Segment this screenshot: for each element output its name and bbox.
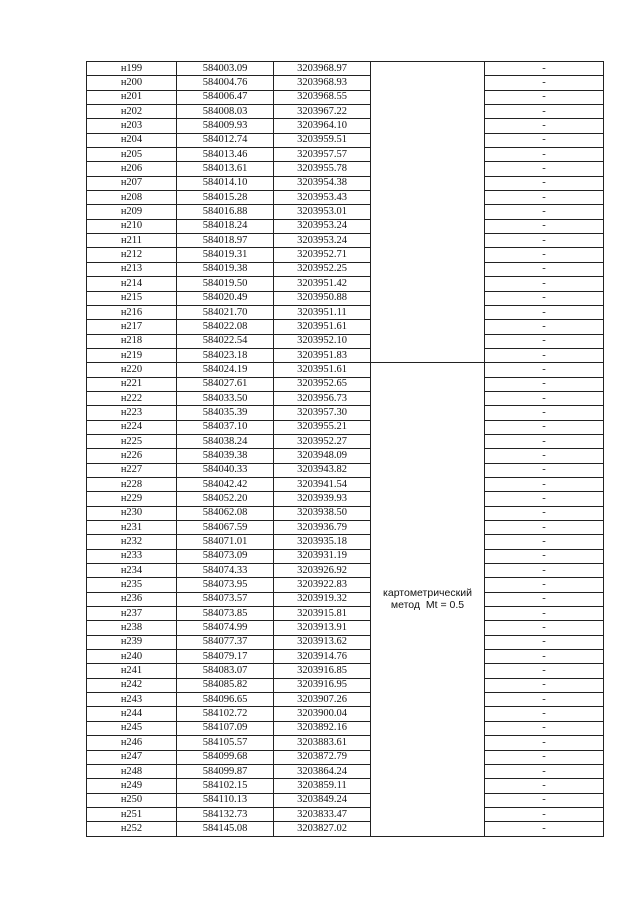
table-row xyxy=(87,635,604,649)
description-cell: - xyxy=(485,391,604,405)
x-coordinate-cell: 584039.38 xyxy=(177,449,274,463)
table-row xyxy=(87,807,604,821)
table-row xyxy=(87,678,604,692)
y-coordinate-cell: 3203939.93 xyxy=(274,492,371,506)
x-coordinate-cell: 584079.17 xyxy=(177,650,274,664)
coordinates-table xyxy=(86,61,604,837)
description-cell: - xyxy=(485,291,604,305)
point-id-cell: н214 xyxy=(87,277,177,291)
y-coordinate-cell: 3203938.50 xyxy=(274,506,371,520)
description-cell: - xyxy=(485,477,604,491)
point-id-cell: н203 xyxy=(87,119,177,133)
point-id-cell: н209 xyxy=(87,205,177,219)
x-coordinate-cell: 584003.09 xyxy=(177,62,274,76)
table-row xyxy=(87,793,604,807)
description-cell: - xyxy=(485,334,604,348)
point-id-cell: н243 xyxy=(87,693,177,707)
x-coordinate-cell: 584074.33 xyxy=(177,564,274,578)
x-coordinate-cell: 584018.97 xyxy=(177,234,274,248)
description-cell: - xyxy=(485,205,604,219)
point-id-cell: н221 xyxy=(87,377,177,391)
point-id-cell: н231 xyxy=(87,521,177,535)
y-coordinate-cell: 3203968.97 xyxy=(274,62,371,76)
y-coordinate-cell: 3203964.10 xyxy=(274,119,371,133)
y-coordinate-cell: 3203914.76 xyxy=(274,650,371,664)
table-row xyxy=(87,248,604,262)
x-coordinate-cell: 584022.54 xyxy=(177,334,274,348)
table-row xyxy=(87,707,604,721)
point-id-cell: н218 xyxy=(87,334,177,348)
y-coordinate-cell: 3203936.79 xyxy=(274,521,371,535)
x-coordinate-cell: 584052.20 xyxy=(177,492,274,506)
table-row xyxy=(87,621,604,635)
table-row xyxy=(87,320,604,334)
point-id-cell: н219 xyxy=(87,348,177,362)
description-cell: - xyxy=(485,564,604,578)
y-coordinate-cell: 3203952.25 xyxy=(274,262,371,276)
point-id-cell: н227 xyxy=(87,463,177,477)
x-coordinate-cell: 584009.93 xyxy=(177,119,274,133)
x-coordinate-cell: 584042.42 xyxy=(177,477,274,491)
y-coordinate-cell: 3203952.65 xyxy=(274,377,371,391)
x-coordinate-cell: 584013.61 xyxy=(177,162,274,176)
y-coordinate-cell: 3203915.81 xyxy=(274,607,371,621)
x-coordinate-cell: 584018.24 xyxy=(177,219,274,233)
point-id-cell: н207 xyxy=(87,176,177,190)
description-cell: - xyxy=(485,420,604,434)
y-coordinate-cell: 3203968.55 xyxy=(274,90,371,104)
description-cell: - xyxy=(485,693,604,707)
point-id-cell: н233 xyxy=(87,549,177,563)
table-row xyxy=(87,664,604,678)
x-coordinate-cell: 584085.82 xyxy=(177,678,274,692)
description-cell: - xyxy=(485,521,604,535)
table-row xyxy=(87,477,604,491)
table-row xyxy=(87,420,604,434)
x-coordinate-cell: 584096.65 xyxy=(177,693,274,707)
point-id-cell: н224 xyxy=(87,420,177,434)
description-cell: - xyxy=(485,262,604,276)
point-id-cell: н213 xyxy=(87,262,177,276)
point-id-cell: н215 xyxy=(87,291,177,305)
y-coordinate-cell: 3203913.91 xyxy=(274,621,371,635)
description-cell: - xyxy=(485,621,604,635)
y-coordinate-cell: 3203827.02 xyxy=(274,822,371,836)
y-coordinate-cell: 3203859.11 xyxy=(274,779,371,793)
point-id-cell: н236 xyxy=(87,592,177,606)
x-coordinate-cell: 584022.08 xyxy=(177,320,274,334)
point-id-cell: н242 xyxy=(87,678,177,692)
description-cell: - xyxy=(485,607,604,621)
description-cell: - xyxy=(485,248,604,262)
y-coordinate-cell: 3203955.78 xyxy=(274,162,371,176)
y-coordinate-cell: 3203967.22 xyxy=(274,105,371,119)
x-coordinate-cell: 584132.73 xyxy=(177,807,274,821)
point-id-cell: н212 xyxy=(87,248,177,262)
x-coordinate-cell: 584102.15 xyxy=(177,779,274,793)
x-coordinate-cell: 584077.37 xyxy=(177,635,274,649)
point-id-cell: н204 xyxy=(87,133,177,147)
table-row xyxy=(87,277,604,291)
y-coordinate-cell: 3203907.26 xyxy=(274,693,371,707)
y-coordinate-cell: 3203872.79 xyxy=(274,750,371,764)
x-coordinate-cell: 584008.03 xyxy=(177,105,274,119)
x-coordinate-cell: 584019.31 xyxy=(177,248,274,262)
table-row xyxy=(87,521,604,535)
description-cell: - xyxy=(485,549,604,563)
y-coordinate-cell: 3203957.57 xyxy=(274,148,371,162)
x-coordinate-cell: 584020.49 xyxy=(177,291,274,305)
x-coordinate-cell: 584035.39 xyxy=(177,406,274,420)
x-coordinate-cell: 584071.01 xyxy=(177,535,274,549)
table-row xyxy=(87,492,604,506)
point-id-cell: н249 xyxy=(87,779,177,793)
table-row xyxy=(87,291,604,305)
y-coordinate-cell: 3203968.93 xyxy=(274,76,371,90)
x-coordinate-cell: 584012.74 xyxy=(177,133,274,147)
x-coordinate-cell: 584074.99 xyxy=(177,621,274,635)
table-row xyxy=(87,62,604,76)
description-cell: - xyxy=(485,76,604,90)
table-row xyxy=(87,463,604,477)
y-coordinate-cell: 3203952.27 xyxy=(274,434,371,448)
description-cell: - xyxy=(485,707,604,721)
table-row xyxy=(87,348,604,362)
point-id-cell: н234 xyxy=(87,564,177,578)
point-id-cell: н241 xyxy=(87,664,177,678)
description-cell: - xyxy=(485,320,604,334)
x-coordinate-cell: 584062.08 xyxy=(177,506,274,520)
table-row xyxy=(87,334,604,348)
x-coordinate-cell: 584105.57 xyxy=(177,736,274,750)
table-row xyxy=(87,564,604,578)
description-cell: - xyxy=(485,664,604,678)
table-row xyxy=(87,764,604,778)
description-cell: - xyxy=(485,779,604,793)
table-row xyxy=(87,434,604,448)
table-row xyxy=(87,305,604,319)
y-coordinate-cell: 3203913.62 xyxy=(274,635,371,649)
point-id-cell: н247 xyxy=(87,750,177,764)
table-row xyxy=(87,148,604,162)
point-id-cell: н211 xyxy=(87,234,177,248)
point-id-cell: н226 xyxy=(87,449,177,463)
description-cell: - xyxy=(485,105,604,119)
description-cell: - xyxy=(485,463,604,477)
description-cell: - xyxy=(485,305,604,319)
description-cell: - xyxy=(485,406,604,420)
table-row xyxy=(87,119,604,133)
x-coordinate-cell: 584019.50 xyxy=(177,277,274,291)
point-id-cell: н250 xyxy=(87,793,177,807)
table-row xyxy=(87,162,604,176)
x-coordinate-cell: 584027.61 xyxy=(177,377,274,391)
point-id-cell: н217 xyxy=(87,320,177,334)
y-coordinate-cell: 3203953.01 xyxy=(274,205,371,219)
x-coordinate-cell: 584073.95 xyxy=(177,578,274,592)
point-id-cell: н232 xyxy=(87,535,177,549)
description-cell: - xyxy=(485,764,604,778)
table-row xyxy=(87,449,604,463)
point-id-cell: н229 xyxy=(87,492,177,506)
description-cell: - xyxy=(485,650,604,664)
point-id-cell: н201 xyxy=(87,90,177,104)
x-coordinate-cell: 584099.87 xyxy=(177,764,274,778)
y-coordinate-cell: 3203952.71 xyxy=(274,248,371,262)
table-row xyxy=(87,76,604,90)
x-coordinate-cell: 584107.09 xyxy=(177,721,274,735)
description-cell: - xyxy=(485,635,604,649)
description-cell: - xyxy=(485,506,604,520)
point-id-cell: н199 xyxy=(87,62,177,76)
description-cell: - xyxy=(485,219,604,233)
method-name: картометрический xyxy=(383,587,472,600)
table-row xyxy=(87,607,604,621)
y-coordinate-cell: 3203951.83 xyxy=(274,348,371,362)
x-coordinate-cell: 584110.13 xyxy=(177,793,274,807)
table-row xyxy=(87,377,604,391)
y-coordinate-cell: 3203900.04 xyxy=(274,707,371,721)
y-coordinate-cell: 3203959.51 xyxy=(274,133,371,147)
table-row xyxy=(87,391,604,405)
description-cell: - xyxy=(485,176,604,190)
description-cell: - xyxy=(485,793,604,807)
point-id-cell: н235 xyxy=(87,578,177,592)
x-coordinate-cell: 584037.10 xyxy=(177,420,274,434)
y-coordinate-cell: 3203833.47 xyxy=(274,807,371,821)
x-coordinate-cell: 584073.85 xyxy=(177,607,274,621)
x-coordinate-cell: 584102.72 xyxy=(177,707,274,721)
y-coordinate-cell: 3203952.10 xyxy=(274,334,371,348)
y-coordinate-cell: 3203953.24 xyxy=(274,219,371,233)
x-coordinate-cell: 584073.09 xyxy=(177,549,274,563)
description-cell: - xyxy=(485,162,604,176)
y-coordinate-cell: 3203954.38 xyxy=(274,176,371,190)
description-cell: - xyxy=(485,191,604,205)
table-row xyxy=(87,133,604,147)
x-coordinate-cell: 584040.33 xyxy=(177,463,274,477)
description-cell: - xyxy=(485,736,604,750)
table-row xyxy=(87,262,604,276)
point-id-cell: н208 xyxy=(87,191,177,205)
point-id-cell: н222 xyxy=(87,391,177,405)
description-cell: - xyxy=(485,434,604,448)
description-cell: - xyxy=(485,678,604,692)
table-row xyxy=(87,506,604,520)
x-coordinate-cell: 584145.08 xyxy=(177,822,274,836)
description-cell: - xyxy=(485,449,604,463)
point-id-cell: н246 xyxy=(87,736,177,750)
table-row xyxy=(87,578,604,592)
description-cell: - xyxy=(485,133,604,147)
x-coordinate-cell: 584038.24 xyxy=(177,434,274,448)
point-id-cell: н244 xyxy=(87,707,177,721)
table-row xyxy=(87,549,604,563)
description-cell: - xyxy=(485,822,604,836)
point-id-cell: н245 xyxy=(87,721,177,735)
description-cell: - xyxy=(485,234,604,248)
table-row xyxy=(87,650,604,664)
y-coordinate-cell: 3203948.09 xyxy=(274,449,371,463)
point-id-cell: н206 xyxy=(87,162,177,176)
point-id-cell: н248 xyxy=(87,764,177,778)
y-coordinate-cell: 3203956.73 xyxy=(274,391,371,405)
table-row xyxy=(87,779,604,793)
y-coordinate-cell: 3203957.30 xyxy=(274,406,371,420)
point-id-cell: н251 xyxy=(87,807,177,821)
table-row xyxy=(87,176,604,190)
table-row xyxy=(87,105,604,119)
point-id-cell: н239 xyxy=(87,635,177,649)
description-cell: - xyxy=(485,535,604,549)
point-id-cell: н225 xyxy=(87,434,177,448)
table-row xyxy=(87,750,604,764)
point-id-cell: н200 xyxy=(87,76,177,90)
description-cell: - xyxy=(485,363,604,377)
point-id-cell: н205 xyxy=(87,148,177,162)
x-coordinate-cell: 584015.28 xyxy=(177,191,274,205)
description-cell: - xyxy=(485,807,604,821)
description-cell: - xyxy=(485,750,604,764)
table-row xyxy=(87,822,604,836)
y-coordinate-cell: 3203951.61 xyxy=(274,363,371,377)
x-coordinate-cell: 584073.57 xyxy=(177,592,274,606)
x-coordinate-cell: 584067.59 xyxy=(177,521,274,535)
y-coordinate-cell: 3203943.82 xyxy=(274,463,371,477)
y-coordinate-cell: 3203916.95 xyxy=(274,678,371,692)
table-row xyxy=(87,721,604,735)
method-cell-empty xyxy=(371,62,485,363)
x-coordinate-cell: 584019.38 xyxy=(177,262,274,276)
description-cell: - xyxy=(485,592,604,606)
description-cell: - xyxy=(485,377,604,391)
table-row xyxy=(87,363,604,377)
y-coordinate-cell: 3203953.24 xyxy=(274,234,371,248)
y-coordinate-cell: 3203922.83 xyxy=(274,578,371,592)
table-row xyxy=(87,219,604,233)
y-coordinate-cell: 3203919.32 xyxy=(274,592,371,606)
x-coordinate-cell: 584014.10 xyxy=(177,176,274,190)
y-coordinate-cell: 3203935.18 xyxy=(274,535,371,549)
y-coordinate-cell: 3203849.24 xyxy=(274,793,371,807)
x-coordinate-cell: 584006.47 xyxy=(177,90,274,104)
y-coordinate-cell: 3203950.88 xyxy=(274,291,371,305)
y-coordinate-cell: 3203892.16 xyxy=(274,721,371,735)
x-coordinate-cell: 584021.70 xyxy=(177,305,274,319)
table-row xyxy=(87,234,604,248)
point-id-cell: н252 xyxy=(87,822,177,836)
y-coordinate-cell: 3203955.21 xyxy=(274,420,371,434)
description-cell: - xyxy=(485,148,604,162)
x-coordinate-cell: 584033.50 xyxy=(177,391,274,405)
point-id-cell: н210 xyxy=(87,219,177,233)
point-id-cell: н223 xyxy=(87,406,177,420)
point-id-cell: н238 xyxy=(87,621,177,635)
x-coordinate-cell: 584023.18 xyxy=(177,348,274,362)
y-coordinate-cell: 3203926.92 xyxy=(274,564,371,578)
description-cell: - xyxy=(485,578,604,592)
y-coordinate-cell: 3203931.19 xyxy=(274,549,371,563)
description-cell: - xyxy=(485,90,604,104)
table-row xyxy=(87,90,604,104)
y-coordinate-cell: 3203941.54 xyxy=(274,477,371,491)
description-cell: - xyxy=(485,277,604,291)
point-id-cell: н220 xyxy=(87,363,177,377)
y-coordinate-cell: 3203951.42 xyxy=(274,277,371,291)
coordinates-table-body xyxy=(87,62,604,837)
point-id-cell: н230 xyxy=(87,506,177,520)
description-cell: - xyxy=(485,348,604,362)
y-coordinate-cell: 3203953.43 xyxy=(274,191,371,205)
table-row xyxy=(87,205,604,219)
description-cell: - xyxy=(485,119,604,133)
x-coordinate-cell: 584013.46 xyxy=(177,148,274,162)
x-coordinate-cell: 584083.07 xyxy=(177,664,274,678)
table-row xyxy=(87,592,604,606)
point-id-cell: н216 xyxy=(87,305,177,319)
description-cell: - xyxy=(485,62,604,76)
table-row xyxy=(87,535,604,549)
point-id-cell: н202 xyxy=(87,105,177,119)
description-cell: - xyxy=(485,721,604,735)
x-coordinate-cell: 584024.19 xyxy=(177,363,274,377)
point-id-cell: н240 xyxy=(87,650,177,664)
table-row xyxy=(87,736,604,750)
method-accuracy: метод Mt = 0.5 xyxy=(390,599,465,612)
point-id-cell: н228 xyxy=(87,477,177,491)
x-coordinate-cell: 584099.68 xyxy=(177,750,274,764)
table-row xyxy=(87,406,604,420)
y-coordinate-cell: 3203951.61 xyxy=(274,320,371,334)
y-coordinate-cell: 3203864.24 xyxy=(274,764,371,778)
table-row xyxy=(87,191,604,205)
y-coordinate-cell: 3203951.11 xyxy=(274,305,371,319)
y-coordinate-cell: 3203883.61 xyxy=(274,736,371,750)
table-row xyxy=(87,693,604,707)
description-cell: - xyxy=(485,492,604,506)
y-coordinate-cell: 3203916.85 xyxy=(274,664,371,678)
point-id-cell: н237 xyxy=(87,607,177,621)
x-coordinate-cell: 584004.76 xyxy=(177,76,274,90)
method-cell xyxy=(371,363,485,836)
x-coordinate-cell: 584016.88 xyxy=(177,205,274,219)
